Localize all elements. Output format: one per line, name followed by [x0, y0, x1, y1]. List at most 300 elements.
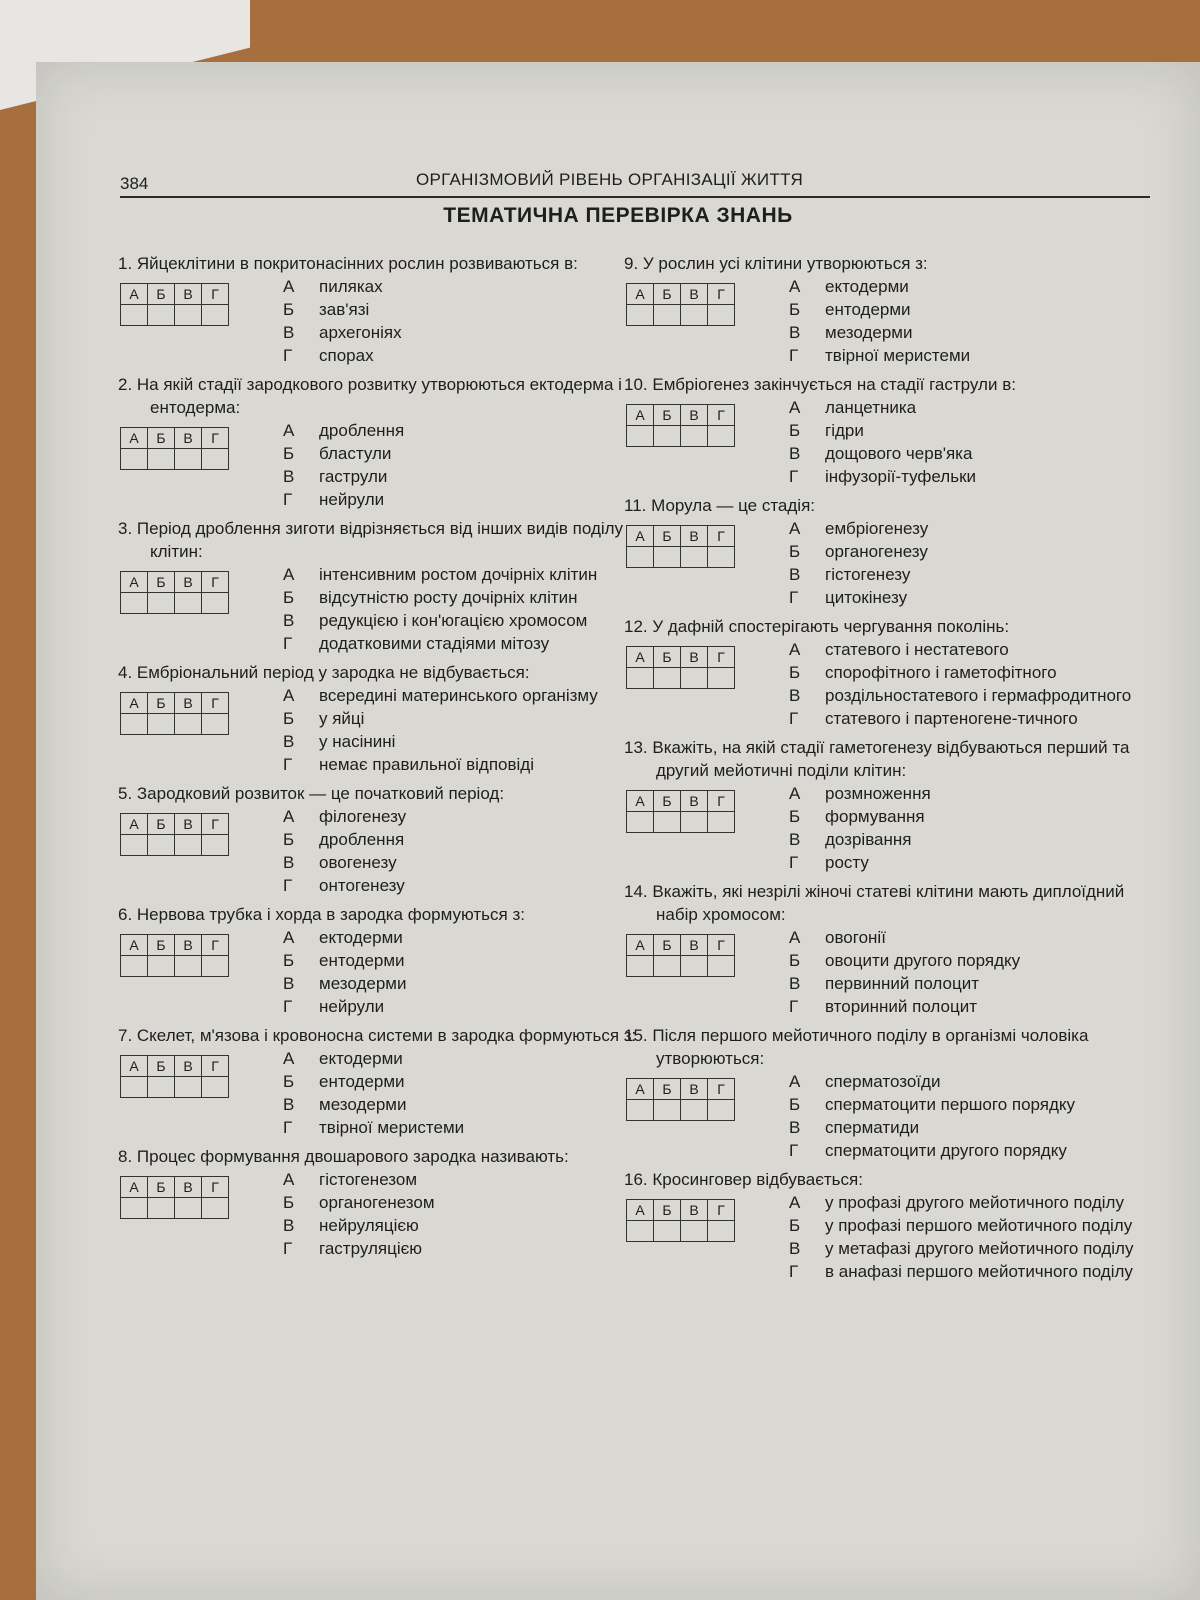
answer-grid-letter: А [121, 284, 148, 305]
running-title: ОРГАНІЗМОВИЙ РІВЕНЬ ОРГАНІЗАЦІЇ ЖИТТЯ [416, 170, 804, 189]
answer-grid-letter: Г [202, 1177, 229, 1198]
answer-cell[interactable] [202, 449, 229, 470]
answer-cell[interactable] [148, 305, 175, 326]
option-text: у насінині [319, 732, 396, 751]
option-text: сперматозоїди [825, 1072, 941, 1091]
question-text: 12. У дафній спостерігають чергування поколінь: [624, 617, 1010, 636]
option-text: відсутністю росту дочірніх клітин [319, 588, 578, 607]
answer-cell[interactable] [681, 812, 708, 833]
option [283, 707, 638, 730]
answer-cell[interactable] [175, 835, 202, 856]
option-text: дроблення [319, 830, 405, 849]
answer-grid-letter: Б [148, 693, 175, 714]
option-text: гаструли [319, 467, 388, 486]
answer-grid-letter: Б [654, 647, 681, 668]
option [283, 972, 638, 995]
option-letter: Г [283, 634, 293, 653]
option-letter: Б [283, 709, 295, 728]
option [789, 1237, 1164, 1260]
question-body [624, 517, 1164, 609]
option-letter: В [789, 1239, 801, 1258]
option [283, 1237, 638, 1260]
options-list [789, 517, 1164, 609]
answer-grid-letter: Г [708, 284, 735, 305]
option-text: роздільностатевого і гермафродитного [825, 686, 1132, 705]
answer-grid-letter: Г [708, 526, 735, 547]
question-7 [118, 1024, 638, 1139]
option [283, 949, 638, 972]
answer-cell[interactable] [202, 956, 229, 977]
option-letter: В [789, 830, 801, 849]
option-text: в анафазі першого мейотичного поділу [825, 1262, 1133, 1281]
answer-cell[interactable] [121, 714, 148, 735]
option-letter: Б [283, 588, 295, 607]
answer-grid-letter: Б [148, 428, 175, 449]
option-text: овоцити другого порядку [825, 951, 1021, 970]
question-text: 15. Після першого мейотичного поділу в організмі чоловіка утворюються: [624, 1026, 1089, 1068]
answer-cell[interactable] [627, 426, 654, 447]
option-letter: А [789, 640, 801, 659]
option [283, 926, 638, 949]
answer-grid-letter: А [627, 791, 654, 812]
option-text: овогенезу [319, 853, 397, 872]
question-text: 2. На якій стадії зародкового розвитку утворюються ектодерма і ентодерма: [118, 375, 622, 417]
answer-cell[interactable] [708, 426, 735, 447]
option-text: у профазі другого мейотичного поділу [825, 1193, 1124, 1212]
option-letter: Г [283, 490, 293, 509]
answer-cell[interactable] [121, 593, 148, 614]
option-letter: Г [789, 467, 799, 486]
option [789, 851, 1164, 874]
question-text: 5. Зародковий розвиток — це початковий період: [118, 784, 505, 803]
answer-grid [120, 571, 229, 614]
answer-grid-letter: В [681, 791, 708, 812]
option-letter: Б [283, 300, 295, 319]
option [789, 707, 1164, 730]
options-list [283, 275, 638, 367]
answer-grid-letter: В [175, 428, 202, 449]
question-text: 13. Вкажіть, на якій стадії гаметогенезу відбуваються перший та другий мейотичні поділи клітин: [624, 738, 1130, 780]
question-body [118, 275, 638, 367]
answer-grid-letter: В [175, 572, 202, 593]
option [283, 1214, 638, 1237]
answer-grid-letter: Г [708, 935, 735, 956]
option-text: нейрули [319, 997, 385, 1016]
answer-cell[interactable] [708, 956, 735, 977]
option-text: ектодерми [319, 1049, 403, 1068]
option-letter: А [789, 1072, 801, 1091]
question-11 [624, 494, 1164, 609]
option-text: нейруляцією [319, 1216, 419, 1235]
answer-cell[interactable] [148, 1198, 175, 1219]
answer-cell[interactable] [627, 547, 654, 568]
answer-grid-letter: Г [708, 647, 735, 668]
option-text: органогенезом [319, 1193, 435, 1212]
answer-cell[interactable] [708, 1221, 735, 1242]
option-letter: Г [283, 997, 293, 1016]
option-text: пиляках [319, 277, 383, 296]
option [789, 586, 1164, 609]
question-1 [118, 252, 638, 367]
answer-cell[interactable] [681, 1100, 708, 1121]
option [283, 1168, 638, 1191]
answer-grid-letter: А [627, 935, 654, 956]
option-text: сперматиди [825, 1118, 920, 1137]
option-text: бластули [319, 444, 392, 463]
options-list [283, 1168, 638, 1260]
options-list [283, 1047, 638, 1139]
question-2 [118, 373, 638, 511]
option-text: твірної меристеми [825, 346, 971, 365]
answer-grid-letter: Г [708, 791, 735, 812]
answer-grid-letter: Б [148, 284, 175, 305]
answer-grid [626, 1199, 735, 1242]
question-12 [624, 615, 1164, 730]
answer-cell[interactable] [148, 956, 175, 977]
question-13 [624, 736, 1164, 874]
option [283, 419, 638, 442]
answer-grid-letter: А [121, 935, 148, 956]
answer-grid-letter: Б [654, 1200, 681, 1221]
answer-cell[interactable] [148, 593, 175, 614]
option-text: овогонії [825, 928, 886, 947]
answer-cell[interactable] [654, 956, 681, 977]
question-body [624, 275, 1164, 367]
option-text: ембріогенезу [825, 519, 929, 538]
option-text: дроблення [319, 421, 405, 440]
option [789, 465, 1164, 488]
question-text: 7. Скелет, м'язова і кровоносна системи в зародка формуються з: [118, 1026, 637, 1045]
answer-grid-letter: В [175, 1056, 202, 1077]
answer-cell[interactable] [681, 426, 708, 447]
question-text: 3. Період дроблення зиготи відрізняється від інших видів поділу клітин: [118, 519, 624, 561]
option-letter: Г [789, 1141, 799, 1160]
answer-grid-letter: А [627, 1079, 654, 1100]
option-text: у метафазі другого мейотичного поділу [825, 1239, 1134, 1258]
answer-grid-letter: А [627, 405, 654, 426]
answer-cell[interactable] [654, 426, 681, 447]
right-column [624, 252, 1164, 1289]
question-body [624, 396, 1164, 488]
option-letter: В [283, 853, 295, 872]
option-letter: Б [789, 663, 801, 682]
option [789, 1116, 1164, 1139]
option [789, 782, 1164, 805]
answer-cell[interactable] [202, 593, 229, 614]
answer-grid-letter: А [121, 1056, 148, 1077]
option [789, 344, 1164, 367]
option [789, 805, 1164, 828]
answer-grid-letter: Г [708, 1079, 735, 1100]
option-text: мезодерми [319, 1095, 407, 1114]
answer-grid-letter: Г [202, 428, 229, 449]
option-letter: Г [789, 709, 799, 728]
answer-grid-letter: А [121, 814, 148, 835]
option [789, 540, 1164, 563]
option [283, 465, 638, 488]
answer-cell[interactable] [202, 714, 229, 735]
answer-cell[interactable] [654, 305, 681, 326]
option-letter: Б [789, 807, 801, 826]
options-list [789, 1070, 1164, 1162]
answer-cell[interactable] [202, 1077, 229, 1098]
answer-cell[interactable] [627, 668, 654, 689]
option [283, 275, 638, 298]
answer-cell[interactable] [708, 1100, 735, 1121]
answer-grid-letter: Б [148, 935, 175, 956]
answer-grid [626, 790, 735, 833]
question-body [624, 782, 1164, 874]
option-letter: В [789, 323, 801, 342]
option-letter: Г [283, 755, 293, 774]
option-text: спорофітного і гаметофітного [825, 663, 1057, 682]
answer-cell[interactable] [175, 714, 202, 735]
answer-cell[interactable] [121, 1198, 148, 1219]
option-letter: А [789, 398, 801, 417]
option-letter: Г [789, 588, 799, 607]
answer-cell[interactable] [121, 1077, 148, 1098]
answer-cell[interactable] [175, 1077, 202, 1098]
answer-cell[interactable] [202, 1198, 229, 1219]
answer-grid-letter: Г [202, 572, 229, 593]
answer-grid-letter: В [175, 284, 202, 305]
option-text: статевого і партеногене-тичного [825, 709, 1078, 728]
options-list [789, 275, 1164, 367]
answer-grid-letter: Б [654, 405, 681, 426]
question-3 [118, 517, 638, 655]
section-title: ТЕМАТИЧНА ПЕРЕВІРКА ЗНАНЬ [443, 204, 793, 227]
option-text: у профазі першого мейотичного поділу [825, 1216, 1133, 1235]
question-text: 9. У рослин усі клітини утворюються з: [624, 254, 928, 273]
answer-cell[interactable] [148, 449, 175, 470]
answer-grid-letter: Б [654, 526, 681, 547]
option [283, 344, 638, 367]
option [283, 995, 638, 1018]
answer-grid [120, 1055, 229, 1098]
option-text: ектодерми [319, 928, 403, 947]
option-text: ектодерми [825, 277, 909, 296]
option [789, 419, 1164, 442]
option [789, 442, 1164, 465]
answer-cell[interactable] [121, 835, 148, 856]
answer-cell[interactable] [627, 305, 654, 326]
option-text: первинний полоцит [825, 974, 980, 993]
answer-cell[interactable] [681, 956, 708, 977]
option-text: гістогенезу [825, 565, 911, 584]
answer-cell[interactable] [121, 956, 148, 977]
answer-cell[interactable] [175, 305, 202, 326]
answer-grid-letter: Б [654, 284, 681, 305]
option-letter: Б [789, 1095, 801, 1114]
answer-grid [626, 1078, 735, 1121]
answer-cell[interactable] [202, 835, 229, 856]
option-letter: В [283, 732, 295, 751]
option [283, 851, 638, 874]
answer-grid-letter: А [121, 1177, 148, 1198]
option [283, 805, 638, 828]
option-letter: В [283, 1216, 295, 1235]
answer-cell[interactable] [121, 305, 148, 326]
option-text: зав'язі [319, 300, 370, 319]
option [789, 1139, 1164, 1162]
option-letter: Г [283, 876, 293, 895]
answer-cell[interactable] [654, 1221, 681, 1242]
answer-cell[interactable] [708, 547, 735, 568]
option [283, 1047, 638, 1070]
option-letter: В [283, 467, 295, 486]
answer-grid [120, 283, 229, 326]
answer-grid-letter: А [627, 647, 654, 668]
option [283, 632, 638, 655]
answer-grid-letter: В [681, 526, 708, 547]
option-letter: Б [283, 830, 295, 849]
option [789, 1191, 1164, 1214]
option-text: спорах [319, 346, 374, 365]
option-letter: В [789, 974, 801, 993]
options-list [283, 926, 638, 1018]
option-text: органогенезу [825, 542, 928, 561]
answer-grid-letter: Г [202, 1056, 229, 1077]
answer-grid-letter: А [627, 284, 654, 305]
option-text: додатковими стадіями мітозу [319, 634, 550, 653]
option-letter: А [789, 519, 801, 538]
left-column [118, 252, 638, 1266]
option-letter: В [283, 974, 295, 993]
answer-grid [120, 934, 229, 977]
option [789, 926, 1164, 949]
option-text: ентодерми [319, 951, 405, 970]
option-text: твірної меристеми [319, 1118, 465, 1137]
head-rule [120, 196, 1150, 198]
answer-grid-letter: А [121, 693, 148, 714]
answer-grid-letter: В [175, 1177, 202, 1198]
question-6 [118, 903, 638, 1018]
answer-cell[interactable] [681, 1221, 708, 1242]
option [283, 321, 638, 344]
answer-cell[interactable] [627, 812, 654, 833]
answer-cell[interactable] [175, 449, 202, 470]
option-text: всередині материнського організму [319, 686, 598, 705]
option [789, 1214, 1164, 1237]
option-letter: Б [283, 1193, 295, 1212]
answer-cell[interactable] [708, 305, 735, 326]
option-text: дозрівання [825, 830, 912, 849]
option-letter: А [789, 928, 801, 947]
option-letter: А [283, 565, 295, 584]
option [789, 828, 1164, 851]
option-text: інфузорії-туфельки [825, 467, 977, 486]
answer-grid [626, 283, 735, 326]
answer-cell[interactable] [202, 305, 229, 326]
option-letter: Б [789, 300, 801, 319]
answer-cell[interactable] [681, 668, 708, 689]
option-letter: В [283, 323, 295, 342]
option-letter: В [789, 565, 801, 584]
answer-grid-letter: Г [202, 284, 229, 305]
answer-grid-letter: А [121, 572, 148, 593]
answer-cell[interactable] [175, 956, 202, 977]
answer-cell[interactable] [654, 668, 681, 689]
answer-grid-letter: Г [202, 693, 229, 714]
option [789, 995, 1164, 1018]
option-letter: Б [283, 1072, 295, 1091]
option-letter: А [283, 421, 295, 440]
answer-cell[interactable] [121, 449, 148, 470]
question-body [624, 638, 1164, 730]
question-body [624, 926, 1164, 1018]
answer-grid-letter: В [175, 935, 202, 956]
options-list [283, 419, 638, 511]
question-body [624, 1070, 1164, 1162]
answer-grid-letter: В [681, 284, 708, 305]
question-text: 11. Морула — це стадія: [624, 496, 816, 515]
answer-cell[interactable] [148, 1077, 175, 1098]
answer-cell[interactable] [681, 305, 708, 326]
question-15 [624, 1024, 1164, 1162]
option [789, 638, 1164, 661]
option-text: гідри [825, 421, 864, 440]
answer-cell[interactable] [175, 1198, 202, 1219]
option-letter: А [283, 277, 295, 296]
answer-grid [626, 646, 735, 689]
option-letter: А [283, 1170, 295, 1189]
question-body [118, 1168, 638, 1260]
option-letter: А [283, 928, 295, 947]
option-letter: Г [789, 1262, 799, 1281]
answer-grid-letter: Б [654, 935, 681, 956]
option-letter: А [283, 1049, 295, 1068]
option-text: вторинний полоцит [825, 997, 978, 1016]
option-text: ланцетника [825, 398, 917, 417]
option-text: сперматоцити другого порядку [825, 1141, 1067, 1160]
option-letter: А [789, 1193, 801, 1212]
question-text: 4. Ембріональний період у зародка не відбувається: [118, 663, 530, 682]
option-text: онтогенезу [319, 876, 405, 895]
answer-cell[interactable] [654, 547, 681, 568]
options-list [789, 782, 1164, 874]
answer-cell[interactable] [627, 1100, 654, 1121]
option [283, 1070, 638, 1093]
answer-cell[interactable] [708, 668, 735, 689]
running-head [120, 170, 1150, 196]
option-text: немає правильної відповіді [319, 755, 534, 774]
option [283, 488, 638, 511]
option-letter: Б [789, 1216, 801, 1235]
answer-cell[interactable] [654, 1100, 681, 1121]
answer-cell[interactable] [654, 812, 681, 833]
answer-cell[interactable] [148, 835, 175, 856]
option-text: мезодерми [825, 323, 913, 342]
option-text: інтенсивним ростом дочірніх клітин [319, 565, 598, 584]
answer-cell[interactable] [627, 1221, 654, 1242]
question-text: 1. Яйцеклітини в покритонасінних рослин розвиваються в: [118, 254, 578, 273]
answer-cell[interactable] [708, 812, 735, 833]
question-body [118, 419, 638, 511]
answer-cell[interactable] [627, 956, 654, 977]
answer-grid-letter: А [627, 1200, 654, 1221]
option-letter: А [789, 784, 801, 803]
options-list [789, 396, 1164, 488]
answer-grid-letter: Б [148, 572, 175, 593]
question-text: 10. Ембріогенез закінчується на стадії гаструли в: [624, 375, 1016, 394]
option [789, 517, 1164, 540]
answer-cell[interactable] [681, 547, 708, 568]
answer-cell[interactable] [175, 593, 202, 614]
option [283, 298, 638, 321]
answer-cell[interactable] [148, 714, 175, 735]
answer-grid-letter: Б [654, 791, 681, 812]
answer-grid-letter: Г [202, 814, 229, 835]
